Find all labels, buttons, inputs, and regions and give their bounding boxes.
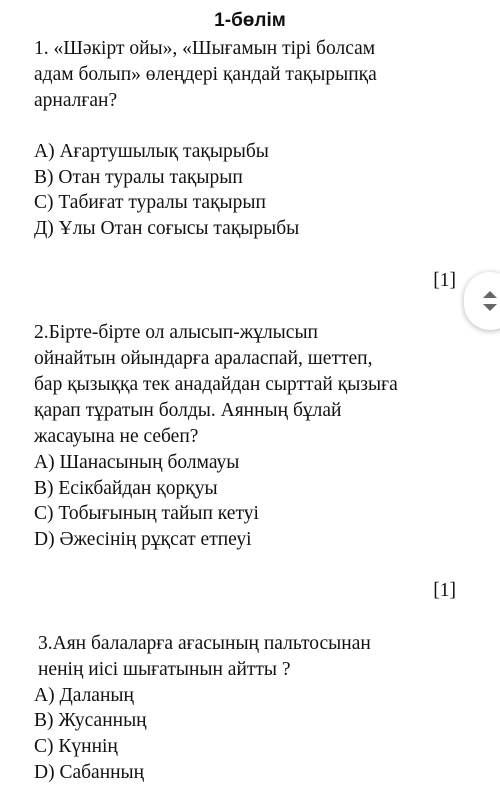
question-3-text-line-1: 3.Аян балаларға ағасының пальтосынан bbox=[38, 633, 371, 654]
question-1-text-line-1: 1. «Шәкірт ойы», «Шығамын тірі болсам bbox=[34, 38, 376, 59]
question-2-text-line-3: бар қызыққа тек анадайдан сырттай қызыға bbox=[34, 374, 398, 395]
question-3-text-line-2: ненің иісі шығатынын айтты ? bbox=[38, 659, 291, 680]
question-1-option-c: С) Табиғат туралы тақырып bbox=[34, 192, 266, 213]
question-2-text-line-1: 2.Бірте-бірте ол алысып-жұлысып bbox=[34, 322, 318, 343]
question-2-mark: [1] bbox=[433, 580, 456, 601]
question-2-text-line-5: жасауына не себеп? bbox=[34, 426, 199, 447]
question-2-option-a: А) Шанасының болмауы bbox=[34, 452, 240, 473]
question-2-option-b: В) Есікбайдан қорқуы bbox=[34, 478, 218, 499]
question-2-text-line-4: қарап тұратын болды. Аянның бұлай bbox=[34, 400, 342, 421]
question-1-option-b: В) Отан туралы тақырып bbox=[34, 167, 243, 188]
question-3-option-d: D) Сабанның bbox=[34, 762, 145, 783]
question-1-text-line-3: арналған? bbox=[34, 90, 118, 111]
up-down-chevron-icon bbox=[480, 289, 500, 313]
question-1-option-a: А) Ағартушылық тақырыбы bbox=[34, 141, 269, 162]
question-1-option-d: Д) Ұлы Отан соғысы тақырыбы bbox=[34, 218, 300, 239]
question-3-option-b: В) Жусанның bbox=[34, 710, 147, 731]
question-2-text-line-2: ойнайтын ойындарға араласпай, шеттеп, bbox=[34, 348, 373, 369]
question-3-option-c: С) Күннің bbox=[34, 736, 118, 757]
question-1-mark: [1] bbox=[433, 270, 456, 291]
question-2-option-c: С) Тобығының тайып кетуі bbox=[34, 503, 259, 524]
question-1-text-line-2: адам болып» өлеңдері қандай тақырыпқа bbox=[34, 64, 377, 85]
question-3-option-a: А) Даланың bbox=[34, 685, 134, 706]
scroll-button[interactable] bbox=[464, 272, 500, 330]
question-2-option-d: D) Әжесінің рұқсат етпеуі bbox=[34, 529, 252, 550]
section-title: 1-бөлім bbox=[214, 10, 286, 31]
